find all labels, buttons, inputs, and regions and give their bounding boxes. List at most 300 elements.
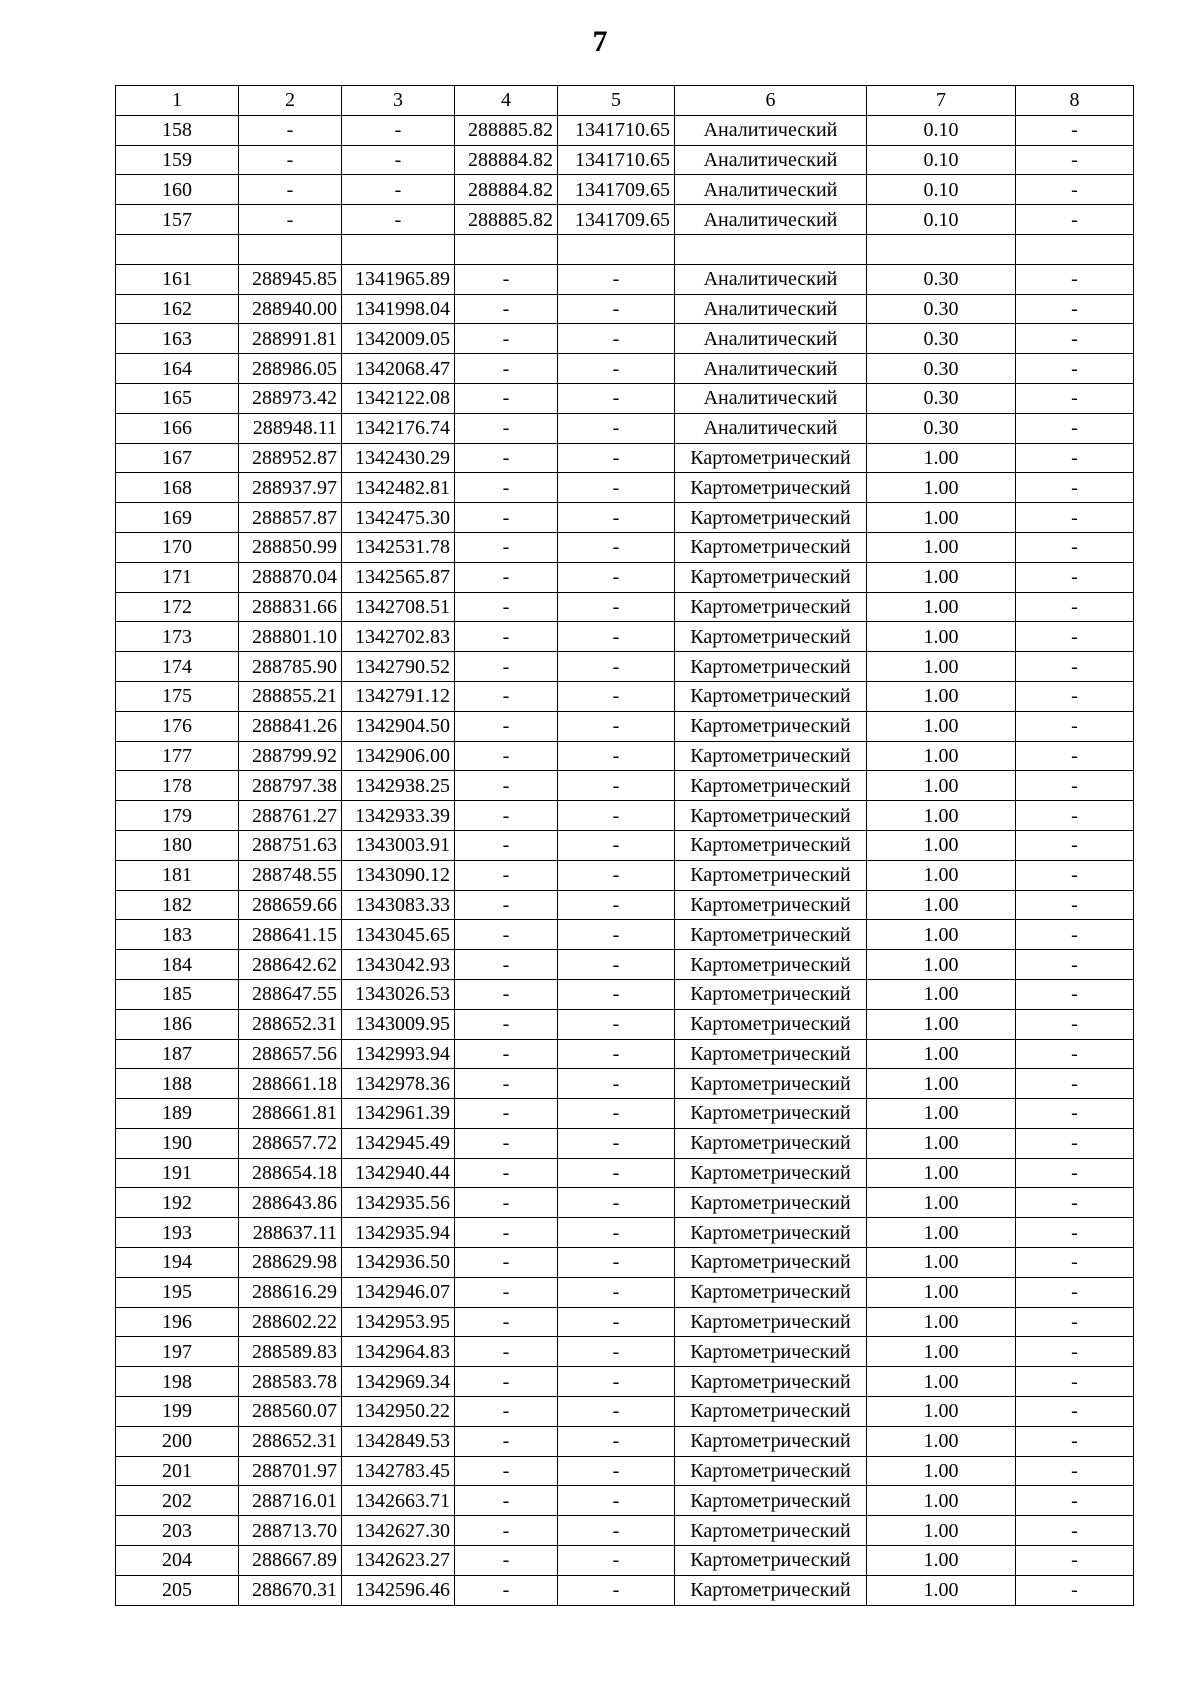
table-cell-col-6: Аналитический xyxy=(675,115,867,145)
table-cell-col-4: - xyxy=(455,860,558,890)
table-cell-col-1: 165 xyxy=(116,383,239,413)
table-cell-col-8: - xyxy=(1016,860,1134,890)
table-cell-col-1: 157 xyxy=(116,205,239,235)
table-cell-col-7: 1.00 xyxy=(867,1337,1016,1367)
table-cell-col-6: Картометрический xyxy=(675,1128,867,1158)
table-cell-col-6: Картометрический xyxy=(675,1069,867,1099)
table-cell-col-3: 1342122.08 xyxy=(342,383,455,413)
table-cell-col-4: - xyxy=(455,1009,558,1039)
table-cell-col-4: - xyxy=(455,1337,558,1367)
table-cell-col-8: - xyxy=(1016,1277,1134,1307)
table-cell-col-2: 288799.92 xyxy=(239,741,342,771)
table-cell-col-7: 1.00 xyxy=(867,1456,1016,1486)
table-cell-col-1: 196 xyxy=(116,1307,239,1337)
table-cell-col-6: Картометрический xyxy=(675,920,867,950)
table-cell-col-5: - xyxy=(558,443,675,473)
table-cell-col-7: 1.00 xyxy=(867,1099,1016,1129)
table-cell-col-1: 179 xyxy=(116,801,239,831)
table-cell-col-7: 1.00 xyxy=(867,473,1016,503)
table-cell-col-3: 1342906.00 xyxy=(342,741,455,771)
table-cell-col-4: - xyxy=(455,413,558,443)
column-header-5: 5 xyxy=(558,86,675,116)
table-cell-col-6: Картометрический xyxy=(675,741,867,771)
table-cell-col-6: Картометрический xyxy=(675,950,867,980)
coordinates-table xyxy=(115,85,1134,1606)
table-cell-col-4: - xyxy=(455,383,558,413)
table-cell-col-5: - xyxy=(558,1546,675,1576)
table-cell-col-1: 186 xyxy=(116,1009,239,1039)
table-cell-col-1: 182 xyxy=(116,890,239,920)
table-cell-col-5: - xyxy=(558,1516,675,1546)
table-cell-col-2: - xyxy=(239,205,342,235)
table-cell-col-8 xyxy=(1016,234,1134,264)
table-row xyxy=(116,383,1134,413)
table-cell-col-8: - xyxy=(1016,1069,1134,1099)
table-cell-col-4: - xyxy=(455,771,558,801)
table-cell-col-2: 288661.18 xyxy=(239,1069,342,1099)
table-cell-col-2: 288991.81 xyxy=(239,324,342,354)
table-cell-col-2: 288748.55 xyxy=(239,860,342,890)
table-cell-col-5: - xyxy=(558,711,675,741)
table-cell-col-4: - xyxy=(455,294,558,324)
table-cell-col-4: - xyxy=(455,681,558,711)
table-cell-col-7: 1.00 xyxy=(867,1248,1016,1278)
table-row xyxy=(116,652,1134,682)
table-cell-col-3: 1343045.65 xyxy=(342,920,455,950)
table-cell-col-2: 288948.11 xyxy=(239,413,342,443)
table-cell-col-1: 164 xyxy=(116,354,239,384)
table-cell-col-3: 1342961.39 xyxy=(342,1099,455,1129)
table-cell-col-8: - xyxy=(1016,622,1134,652)
table-cell-col-1: 171 xyxy=(116,562,239,592)
table-cell-col-5: 1341710.65 xyxy=(558,145,675,175)
table-cell-col-4: - xyxy=(455,920,558,950)
table-cell-col-2: 288870.04 xyxy=(239,562,342,592)
table-cell-col-4: - xyxy=(455,264,558,294)
table-cell-col-5: - xyxy=(558,681,675,711)
table-cell-col-1: 180 xyxy=(116,830,239,860)
table-cell-col-1: 199 xyxy=(116,1397,239,1427)
table-cell-col-7: 1.00 xyxy=(867,681,1016,711)
table-cell-col-8: - xyxy=(1016,562,1134,592)
table-cell-col-1: 188 xyxy=(116,1069,239,1099)
table-cell-col-3: 1341998.04 xyxy=(342,294,455,324)
table-row xyxy=(116,1307,1134,1337)
table-cell-col-3: 1342904.50 xyxy=(342,711,455,741)
table-cell-col-1: 203 xyxy=(116,1516,239,1546)
table-cell-col-7: 1.00 xyxy=(867,1188,1016,1218)
table-cell-col-6: Аналитический xyxy=(675,413,867,443)
table-cell-col-5: - xyxy=(558,1069,675,1099)
table-cell-col-3: 1342964.83 xyxy=(342,1337,455,1367)
table-row xyxy=(116,294,1134,324)
table-cell-col-7: 1.00 xyxy=(867,443,1016,473)
table-cell-col-1: 205 xyxy=(116,1575,239,1605)
table-cell-col-8: - xyxy=(1016,1367,1134,1397)
table-cell-col-4: - xyxy=(455,1486,558,1516)
table-cell-col-7: 0.30 xyxy=(867,294,1016,324)
table-cell-col-8: - xyxy=(1016,1397,1134,1427)
table-cell-col-2: 288937.97 xyxy=(239,473,342,503)
table-cell-col-2: 288850.99 xyxy=(239,532,342,562)
table-cell-col-4: - xyxy=(455,1546,558,1576)
table-row xyxy=(116,205,1134,235)
table-cell-col-7: 1.00 xyxy=(867,1218,1016,1248)
table-cell-col-3: 1342627.30 xyxy=(342,1516,455,1546)
table-cell-col-3: 1343003.91 xyxy=(342,830,455,860)
table-cell-col-1: 187 xyxy=(116,1039,239,1069)
table-cell-col-4: 288885.82 xyxy=(455,205,558,235)
table-cell-col-4: 288884.82 xyxy=(455,145,558,175)
table-cell-col-8: - xyxy=(1016,979,1134,1009)
table-cell-col-6: Картометрический xyxy=(675,1367,867,1397)
table-cell-col-4: - xyxy=(455,711,558,741)
table-cell-col-5: - xyxy=(558,1426,675,1456)
table-cell-col-7: 1.00 xyxy=(867,503,1016,533)
table-cell-col-2: 288797.38 xyxy=(239,771,342,801)
table-cell-col-3: 1342783.45 xyxy=(342,1456,455,1486)
table-cell-col-8: - xyxy=(1016,950,1134,980)
table-cell-col-5: 1341709.65 xyxy=(558,175,675,205)
table-cell-col-6: Картометрический xyxy=(675,1218,867,1248)
table-cell-col-5: - xyxy=(558,413,675,443)
table-cell-col-6: Картометрический xyxy=(675,443,867,473)
table-cell-col-6: Картометрический xyxy=(675,979,867,1009)
column-header-8: 8 xyxy=(1016,86,1134,116)
table-cell-col-6: Картометрический xyxy=(675,1158,867,1188)
table-cell-col-4: - xyxy=(455,1069,558,1099)
table-cell-col-3: 1342946.07 xyxy=(342,1277,455,1307)
table-row xyxy=(116,830,1134,860)
table-cell-col-4: - xyxy=(455,1218,558,1248)
table-cell-col-5: - xyxy=(558,1575,675,1605)
table-cell-col-1: 170 xyxy=(116,532,239,562)
table-cell-col-6: Картометрический xyxy=(675,622,867,652)
table-row xyxy=(116,503,1134,533)
table-cell-col-3: 1342176.74 xyxy=(342,413,455,443)
table-cell-col-6: Картометрический xyxy=(675,1307,867,1337)
table-cell-col-7: 1.00 xyxy=(867,652,1016,682)
table-cell-col-7: 1.00 xyxy=(867,950,1016,980)
table-row xyxy=(116,801,1134,831)
table-cell-col-7: 1.00 xyxy=(867,562,1016,592)
table-cell-col-3: 1343042.93 xyxy=(342,950,455,980)
table-cell-col-6: Картометрический xyxy=(675,1248,867,1278)
table-cell-col-3: 1342482.81 xyxy=(342,473,455,503)
table-cell-col-6: Картометрический xyxy=(675,801,867,831)
table-cell-col-7: 1.00 xyxy=(867,532,1016,562)
table-row xyxy=(116,115,1134,145)
table-cell-col-3 xyxy=(342,234,455,264)
table-cell-col-4: - xyxy=(455,1158,558,1188)
table-cell-col-4: - xyxy=(455,1039,558,1069)
table-cell-col-8: - xyxy=(1016,1516,1134,1546)
table-cell-col-8: - xyxy=(1016,741,1134,771)
table-cell-col-1: 184 xyxy=(116,950,239,980)
table-cell-col-8: - xyxy=(1016,711,1134,741)
table-cell-col-8: - xyxy=(1016,1486,1134,1516)
table-cell-col-6: Картометрический xyxy=(675,890,867,920)
table-cell-col-1: 192 xyxy=(116,1188,239,1218)
table-cell-col-3: - xyxy=(342,205,455,235)
table-cell-col-4: 288884.82 xyxy=(455,175,558,205)
table-cell-col-4: - xyxy=(455,532,558,562)
table-cell-col-2: 288657.56 xyxy=(239,1039,342,1069)
table-cell-col-3: 1342475.30 xyxy=(342,503,455,533)
table-cell-col-4: - xyxy=(455,1277,558,1307)
table-cell-col-3: 1343090.12 xyxy=(342,860,455,890)
table-cell-col-7: 0.10 xyxy=(867,205,1016,235)
table-cell-col-1: 174 xyxy=(116,652,239,682)
table-cell-col-8: - xyxy=(1016,473,1134,503)
table-cell-col-6: Картометрический xyxy=(675,681,867,711)
table-cell-col-2: 288751.63 xyxy=(239,830,342,860)
table-cell-col-7: 1.00 xyxy=(867,622,1016,652)
table-cell-col-2: 288657.72 xyxy=(239,1128,342,1158)
table-row xyxy=(116,1158,1134,1188)
table-cell-col-7: 1.00 xyxy=(867,711,1016,741)
table-cell-col-8: - xyxy=(1016,532,1134,562)
table-cell-col-4: - xyxy=(455,1099,558,1129)
table-cell-col-5: - xyxy=(558,801,675,831)
table-row xyxy=(116,1039,1134,1069)
table-cell-col-7: 1.00 xyxy=(867,801,1016,831)
table-cell-col-1: 204 xyxy=(116,1546,239,1576)
column-header-2: 2 xyxy=(239,86,342,116)
table-cell-col-4: - xyxy=(455,1367,558,1397)
table-cell-col-6: Аналитический xyxy=(675,354,867,384)
table-cell-col-4: - xyxy=(455,473,558,503)
table-cell-col-3: - xyxy=(342,175,455,205)
table-cell-col-1: 193 xyxy=(116,1218,239,1248)
table-cell-col-3: 1342993.94 xyxy=(342,1039,455,1069)
table-cell-col-7: 0.30 xyxy=(867,264,1016,294)
table-cell-col-1: 175 xyxy=(116,681,239,711)
table-row xyxy=(116,354,1134,384)
table-cell-col-5 xyxy=(558,234,675,264)
table-cell-col-4: - xyxy=(455,1128,558,1158)
table-cell-col-5: - xyxy=(558,950,675,980)
table-cell-col-4: - xyxy=(455,652,558,682)
table-cell-col-8: - xyxy=(1016,801,1134,831)
table-cell-col-2: 288637.11 xyxy=(239,1218,342,1248)
table-cell-col-1: 169 xyxy=(116,503,239,533)
table-cell-col-1: 194 xyxy=(116,1248,239,1278)
table-cell-col-5: - xyxy=(558,324,675,354)
column-header-7: 7 xyxy=(867,86,1016,116)
table-cell-col-7: 1.00 xyxy=(867,741,1016,771)
table-cell-col-5: - xyxy=(558,1039,675,1069)
table-cell-col-7: 1.00 xyxy=(867,1307,1016,1337)
table-cell-col-2: 288616.29 xyxy=(239,1277,342,1307)
table-cell-col-2: 288602.22 xyxy=(239,1307,342,1337)
table-cell-col-5: - xyxy=(558,473,675,503)
table-cell-col-7: 1.00 xyxy=(867,1069,1016,1099)
table-cell-col-5: - xyxy=(558,1218,675,1248)
table-cell-col-3: 1342849.53 xyxy=(342,1426,455,1456)
table-cell-col-7: 1.00 xyxy=(867,890,1016,920)
table-cell-col-3: 1342009.05 xyxy=(342,324,455,354)
table-cell-col-3: 1342950.22 xyxy=(342,1397,455,1427)
table-cell-col-5: - xyxy=(558,622,675,652)
table-cell-col-5: - xyxy=(558,1397,675,1427)
table-cell-col-3: 1342953.95 xyxy=(342,1307,455,1337)
table-cell-col-1: 181 xyxy=(116,860,239,890)
table-cell-col-1: 166 xyxy=(116,413,239,443)
table-cell-col-8: - xyxy=(1016,592,1134,622)
table-cell-col-6: Аналитический xyxy=(675,383,867,413)
table-cell-col-7: 0.30 xyxy=(867,324,1016,354)
table-row xyxy=(116,413,1134,443)
table-cell-col-5: - xyxy=(558,890,675,920)
table-cell-col-4 xyxy=(455,234,558,264)
table-cell-col-4: - xyxy=(455,801,558,831)
table-cell-col-4: - xyxy=(455,1456,558,1486)
table-cell-col-2: 288647.55 xyxy=(239,979,342,1009)
table-row xyxy=(116,1248,1134,1278)
table-cell-col-3: 1343083.33 xyxy=(342,890,455,920)
column-header-4: 4 xyxy=(455,86,558,116)
table-cell-col-8: - xyxy=(1016,115,1134,145)
table-cell-col-2: - xyxy=(239,145,342,175)
table-row xyxy=(116,473,1134,503)
table-cell-col-4: - xyxy=(455,741,558,771)
table-cell-col-5: - xyxy=(558,1248,675,1278)
table-cell-col-8: - xyxy=(1016,354,1134,384)
table-cell-col-3: 1342978.36 xyxy=(342,1069,455,1099)
table-cell-col-5: - xyxy=(558,652,675,682)
table-cell-col-2: 288629.98 xyxy=(239,1248,342,1278)
table-cell-col-7: 1.00 xyxy=(867,1128,1016,1158)
table-cell-col-2: 288659.66 xyxy=(239,890,342,920)
table-cell-col-8: - xyxy=(1016,771,1134,801)
table-cell-col-6: Картометрический xyxy=(675,1039,867,1069)
table-row xyxy=(116,1009,1134,1039)
table-cell-col-6: Картометрический xyxy=(675,1426,867,1456)
table-row xyxy=(116,1486,1134,1516)
table-cell-col-1: 195 xyxy=(116,1277,239,1307)
table-cell-col-2: 288986.05 xyxy=(239,354,342,384)
table-cell-col-7: 1.00 xyxy=(867,1486,1016,1516)
table-cell-col-6 xyxy=(675,234,867,264)
table-row xyxy=(116,592,1134,622)
table-cell-col-6: Картометрический xyxy=(675,652,867,682)
table-cell-col-4: - xyxy=(455,503,558,533)
table-row xyxy=(116,950,1134,980)
table-cell-col-1: 178 xyxy=(116,771,239,801)
table-cell-col-5: - xyxy=(558,1188,675,1218)
table-cell-col-1: 163 xyxy=(116,324,239,354)
table-cell-col-5: - xyxy=(558,1337,675,1367)
table-cell-col-4: - xyxy=(455,1426,558,1456)
table-cell-col-7: 1.00 xyxy=(867,1277,1016,1307)
table-cell-col-5: - xyxy=(558,1277,675,1307)
table-cell-col-2: - xyxy=(239,115,342,145)
table-cell-col-7: 1.00 xyxy=(867,860,1016,890)
table-cell-col-5: - xyxy=(558,741,675,771)
table-cell-col-3: 1342935.94 xyxy=(342,1218,455,1248)
column-header-6: 6 xyxy=(675,86,867,116)
table-cell-col-3: 1342708.51 xyxy=(342,592,455,622)
table-cell-col-8: - xyxy=(1016,1128,1134,1158)
table-cell-col-8: - xyxy=(1016,324,1134,354)
table-cell-col-5: - xyxy=(558,503,675,533)
table-cell-col-6: Картометрический xyxy=(675,1456,867,1486)
table-cell-col-4: - xyxy=(455,1248,558,1278)
table-cell-col-3: 1342430.29 xyxy=(342,443,455,473)
table-row xyxy=(116,1188,1134,1218)
table-row xyxy=(116,1128,1134,1158)
table-cell-col-1: 183 xyxy=(116,920,239,950)
table-cell-col-2: 288701.97 xyxy=(239,1456,342,1486)
table-row xyxy=(116,920,1134,950)
table-cell-col-7: 1.00 xyxy=(867,771,1016,801)
table-row xyxy=(116,860,1134,890)
table-cell-col-7: 1.00 xyxy=(867,1516,1016,1546)
table-cell-col-6: Аналитический xyxy=(675,264,867,294)
table-cell-col-5: - xyxy=(558,920,675,950)
table-cell-col-2: 288642.62 xyxy=(239,950,342,980)
table-cell-col-2: 288831.66 xyxy=(239,592,342,622)
table-cell-col-2: 288670.31 xyxy=(239,1575,342,1605)
table-cell-col-5: - xyxy=(558,383,675,413)
table-cell-col-3: 1341965.89 xyxy=(342,264,455,294)
table-cell-col-1: 168 xyxy=(116,473,239,503)
table-cell-col-1: 172 xyxy=(116,592,239,622)
table-cell-col-2: 288940.00 xyxy=(239,294,342,324)
table-row xyxy=(116,1069,1134,1099)
table-cell-col-3: 1342623.27 xyxy=(342,1546,455,1576)
table-cell-col-4: - xyxy=(455,1575,558,1605)
table-cell-col-6: Картометрический xyxy=(675,1277,867,1307)
table-cell-col-1: 198 xyxy=(116,1367,239,1397)
table-cell-col-8: - xyxy=(1016,1546,1134,1576)
table-cell-col-1: 200 xyxy=(116,1426,239,1456)
table-row xyxy=(116,890,1134,920)
table-cell-col-8: - xyxy=(1016,205,1134,235)
table-cell-col-8: - xyxy=(1016,1099,1134,1129)
table-cell-col-4: - xyxy=(455,592,558,622)
table-cell-col-3: 1342940.44 xyxy=(342,1158,455,1188)
table-cell-col-8: - xyxy=(1016,175,1134,205)
table-cell-col-2: 288716.01 xyxy=(239,1486,342,1516)
table-cell-col-2: 288667.89 xyxy=(239,1546,342,1576)
table-row xyxy=(116,1277,1134,1307)
table-cell-col-3: 1342969.34 xyxy=(342,1367,455,1397)
table-cell-col-7: 1.00 xyxy=(867,1546,1016,1576)
table-cell-col-5: - xyxy=(558,562,675,592)
table-row xyxy=(116,234,1134,264)
table-cell-col-1: 173 xyxy=(116,622,239,652)
table-cell-col-8: - xyxy=(1016,264,1134,294)
table-row xyxy=(116,1575,1134,1605)
table-cell-col-6: Аналитический xyxy=(675,175,867,205)
table-cell-col-5: - xyxy=(558,1367,675,1397)
table-cell-col-7: 1.00 xyxy=(867,920,1016,950)
table-row xyxy=(116,1337,1134,1367)
table-cell-col-6: Картометрический xyxy=(675,1188,867,1218)
table-cell-col-3: 1342936.50 xyxy=(342,1248,455,1278)
table-cell-col-2: 288857.87 xyxy=(239,503,342,533)
table-cell-col-4: - xyxy=(455,354,558,384)
table-row xyxy=(116,1456,1134,1486)
table-cell-col-2: 288652.31 xyxy=(239,1426,342,1456)
table-cell-col-3: - xyxy=(342,145,455,175)
table-cell-col-3: 1342596.46 xyxy=(342,1575,455,1605)
table-cell-col-8: - xyxy=(1016,1337,1134,1367)
table-cell-col-1: 190 xyxy=(116,1128,239,1158)
table-cell-col-7 xyxy=(867,234,1016,264)
